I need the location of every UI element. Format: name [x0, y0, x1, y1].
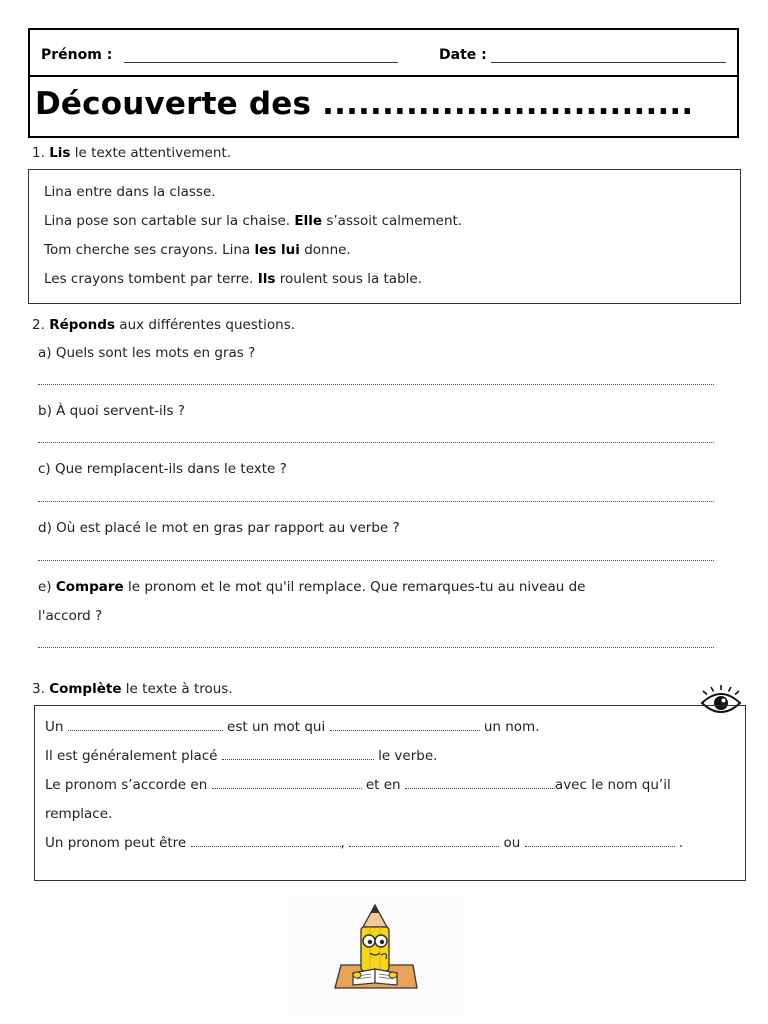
fill-line-3 — [45, 777, 671, 793]
exercise-verb: Réponds — [49, 317, 115, 333]
blank-field[interactable] — [405, 778, 555, 789]
exercise-instruction: le texte à trous. — [125, 681, 233, 697]
fill-text: Il est généralement placé — [45, 748, 218, 764]
fill-text: ou — [503, 835, 521, 851]
exercise-3-title — [32, 681, 233, 697]
fill-text: Un pronom peut être — [45, 835, 187, 851]
answer-line-d[interactable] — [38, 560, 714, 561]
text-line-3 — [44, 242, 351, 258]
question-c: c) Que remplacent-ils dans le texte ? — [38, 461, 287, 477]
text-segment: s’assoit calmement. — [326, 213, 463, 229]
answer-line-b[interactable] — [38, 442, 714, 443]
date-field[interactable] — [491, 62, 726, 63]
reading-text-box — [28, 169, 741, 304]
fill-text: et en — [365, 777, 401, 793]
fill-text: Un — [45, 719, 64, 735]
question-text: le pronom et le mot qu'il remplace. Que remarques-tu au niveau de — [128, 579, 586, 595]
text-segment: Les crayons tombent par terre. — [44, 271, 254, 287]
page-title: Découverte des ............................... — [35, 86, 694, 122]
date-label: Date : — [439, 47, 487, 63]
fill-text: est un mot qui — [227, 719, 326, 735]
blank-field[interactable] — [330, 720, 480, 731]
fill-text: Le pronom s’accorde en — [45, 777, 208, 793]
name-date-row — [30, 30, 737, 77]
question-b: b) À quoi servent-ils ? — [38, 403, 185, 419]
fill-line-3-continuation: remplace. — [45, 806, 113, 822]
blank-field[interactable] — [212, 778, 362, 789]
blank-field[interactable] — [191, 836, 341, 847]
fill-text: un nom. — [483, 719, 540, 735]
text-line-1: Lina entre dans la classe. — [44, 184, 216, 200]
prenom-label: Prénom : — [41, 47, 113, 63]
exercise-verb: Complète — [49, 681, 122, 697]
blank-field[interactable] — [525, 836, 675, 847]
fill-line-4 — [45, 835, 683, 851]
exercise-1-title — [32, 145, 231, 161]
pronoun-bold: Elle — [294, 213, 323, 229]
exercise-instruction: le texte attentivement. — [74, 145, 231, 161]
exercise-instruction: aux différentes questions. — [119, 317, 296, 333]
question-verb: Compare — [55, 579, 124, 595]
text-line-2 — [44, 213, 462, 229]
fill-text: . — [678, 835, 684, 851]
blank-field[interactable] — [222, 749, 374, 760]
text-segment: roulent sous la table. — [279, 271, 422, 287]
exercise-number: 1. — [32, 145, 45, 161]
answer-line-a[interactable] — [38, 384, 714, 385]
text-segment: Tom cherche ses crayons. Lina — [44, 242, 251, 258]
text-segment: Lina pose son cartable sur la chaise. — [44, 213, 291, 229]
answer-line-c[interactable] — [38, 501, 714, 502]
fill-line-1 — [45, 719, 540, 735]
pencil-reading-mascot-icon — [289, 895, 464, 1017]
exercise-2-title — [32, 317, 295, 333]
question-a: a) Quels sont les mots en gras ? — [38, 345, 256, 361]
mascot-illustration — [289, 895, 464, 1017]
fill-text: le verbe. — [378, 748, 438, 764]
pronoun-bold: les lui — [254, 242, 300, 258]
question-prefix: e) — [38, 579, 52, 595]
exercise-number: 2. — [32, 317, 45, 333]
fill-text: , — [340, 835, 345, 851]
fill-line-2 — [45, 748, 437, 764]
prenom-field[interactable] — [124, 62, 398, 63]
exercise-verb: Lis — [49, 145, 71, 161]
question-e-continuation: l'accord ? — [38, 608, 103, 624]
fill-text: avec le nom qu’il — [554, 777, 671, 793]
header-box — [28, 28, 739, 138]
exercise-number: 3. — [32, 681, 45, 697]
blank-field[interactable] — [68, 720, 223, 731]
text-segment: donne. — [304, 242, 351, 258]
fill-in-text-box — [34, 705, 746, 881]
question-d: d) Où est placé le mot en gras par rapport au verbe ? — [38, 520, 400, 536]
text-line-4 — [44, 271, 422, 287]
answer-line-e[interactable] — [38, 647, 714, 648]
blank-field[interactable] — [349, 836, 499, 847]
question-e — [38, 579, 585, 595]
pronoun-bold: Ils — [257, 271, 276, 287]
